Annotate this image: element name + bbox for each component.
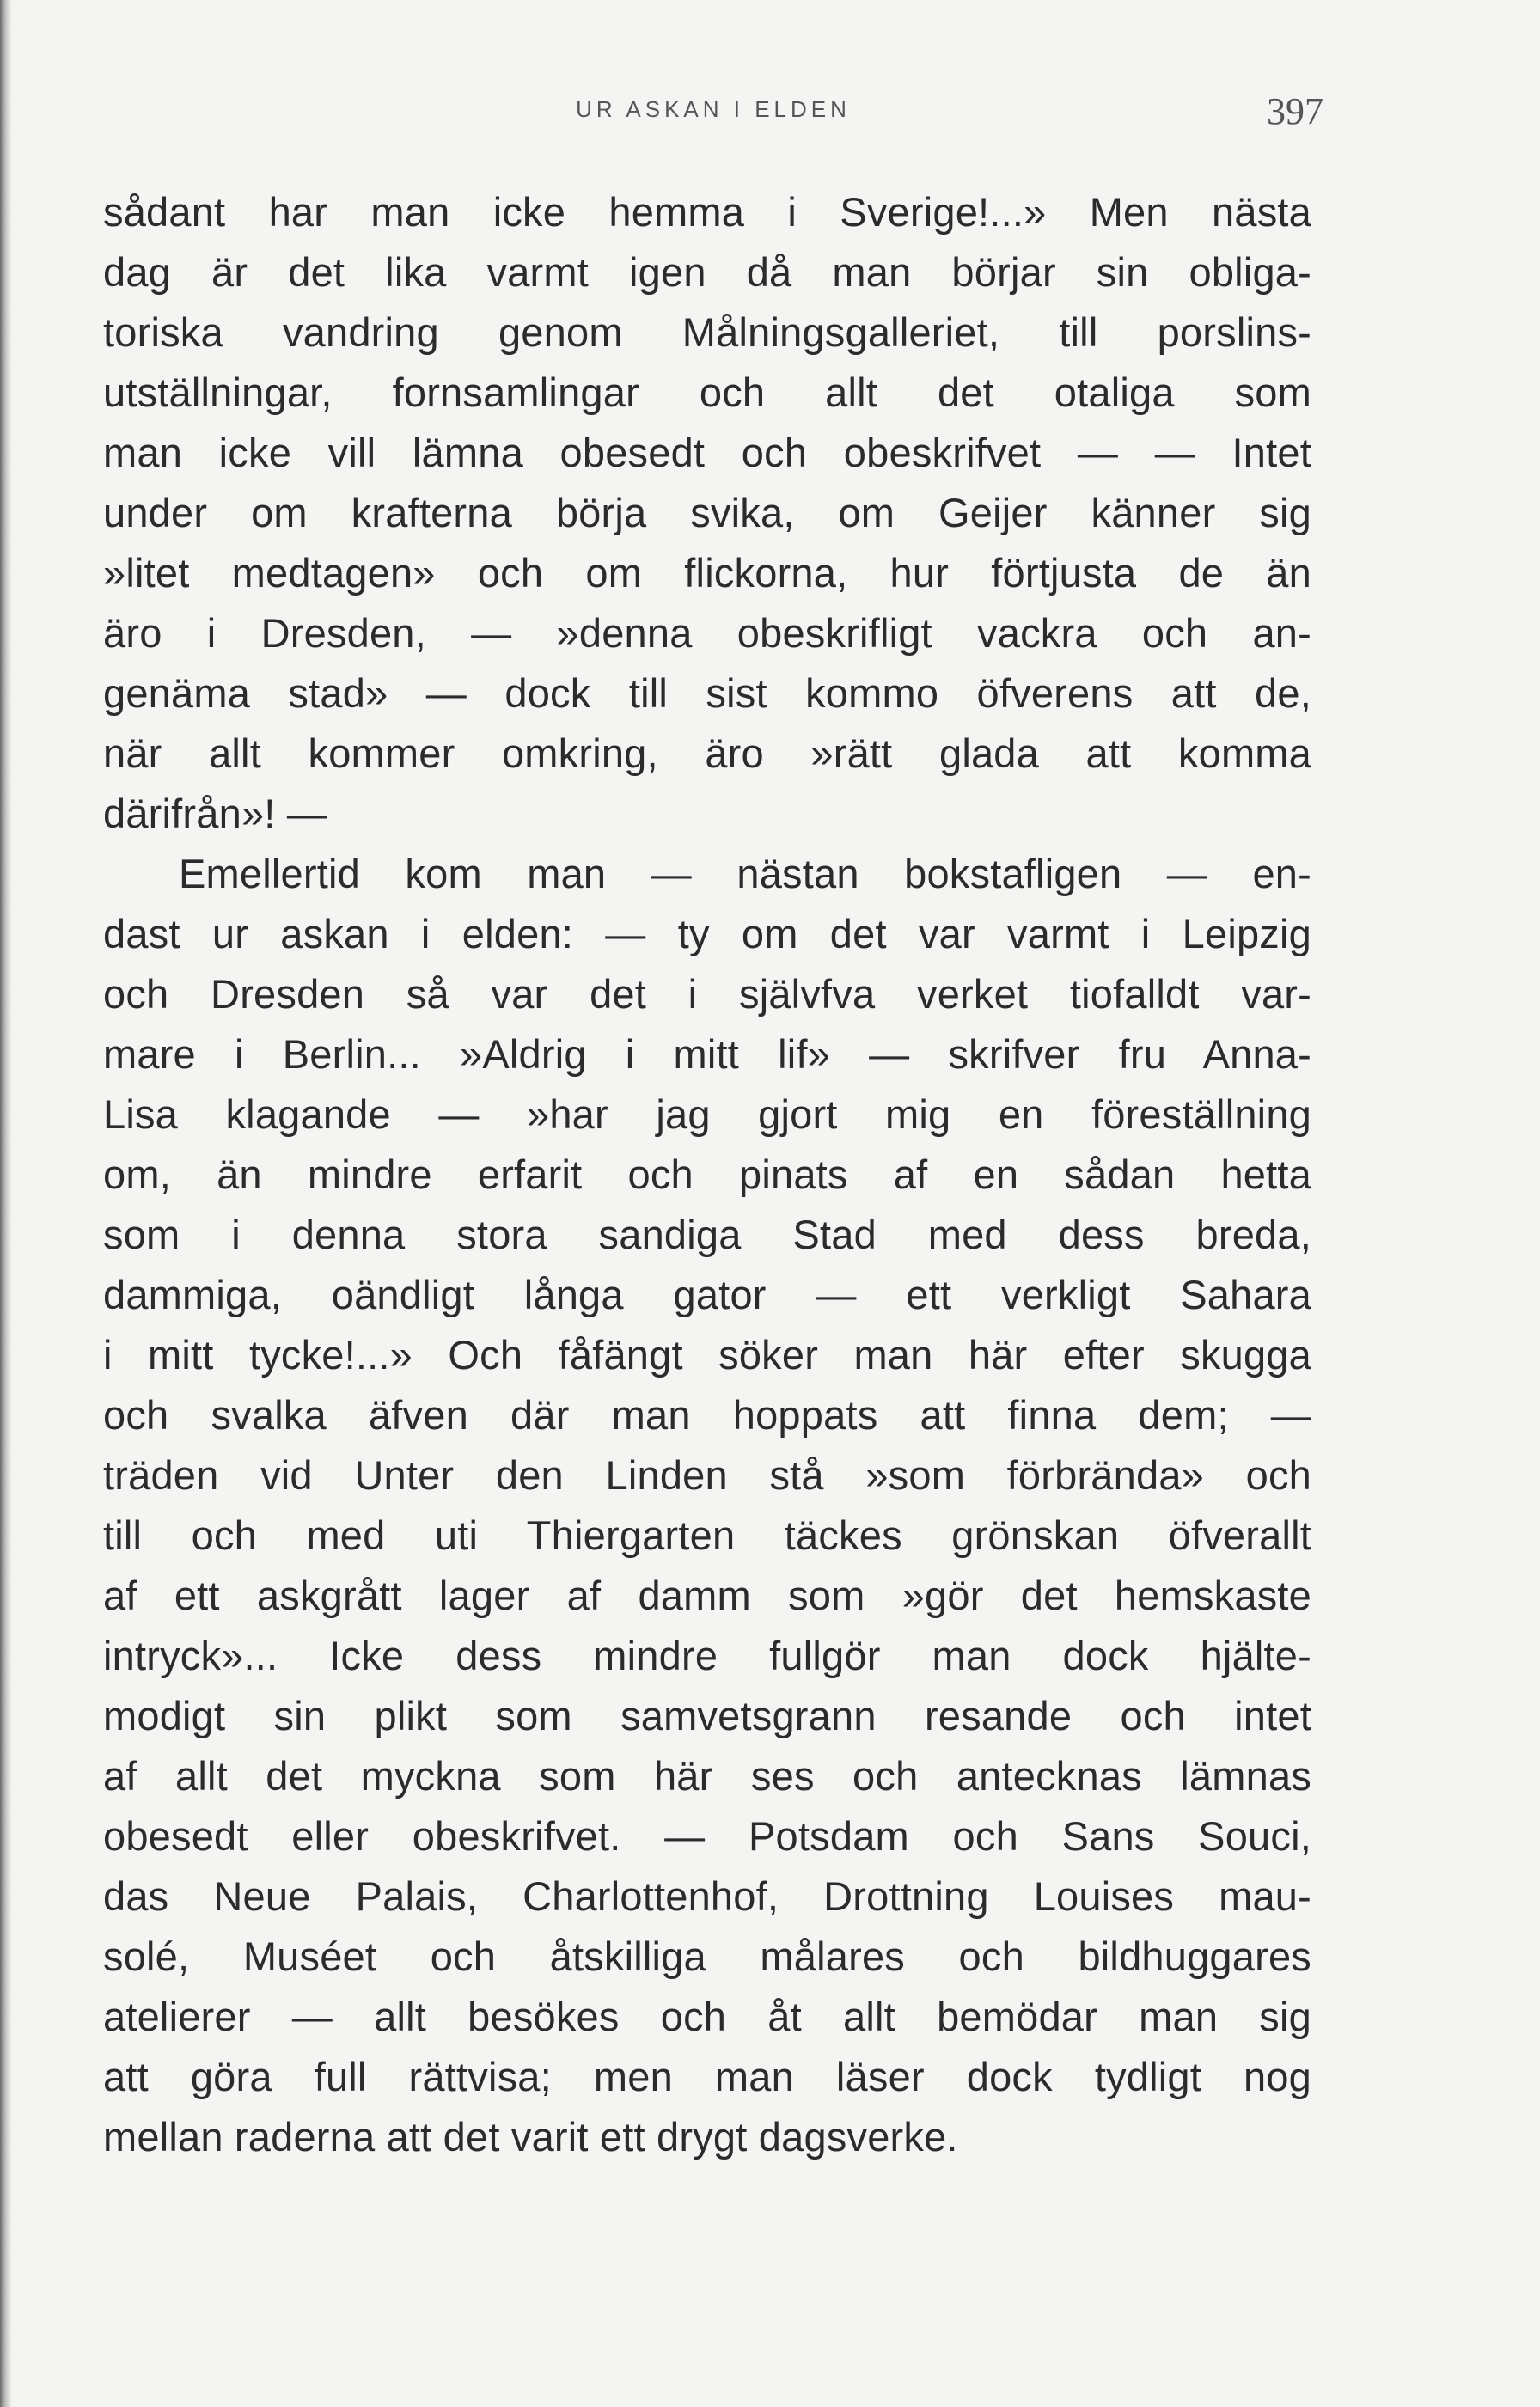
running-title: UR ASKAN I ELDEN <box>576 96 851 122</box>
page-number: 397 <box>1267 90 1323 132</box>
text-line: när allt kommer omkring, äro »rätt glada att komma <box>103 730 1311 776</box>
text-line: till och med uti Thiergarten täckes grönskan öfverallt <box>103 1512 1311 1558</box>
text-line: om, än mindre erfarit och pinats af en sådan hetta <box>103 1152 1311 1197</box>
text-line: solé, Muséet och åtskilliga målares och bildhuggares <box>103 1934 1311 1979</box>
text-line: äro i Dresden, — »denna obeskrifligt vackra och an- <box>103 610 1311 656</box>
text-line: utställningar, fornsamlingar och allt det otaliga som <box>103 370 1311 415</box>
body-text <box>103 182 1311 2167</box>
text-line: af ett askgrått lager af damm som »gör det hemskaste <box>103 1573 1311 1618</box>
text-line: träden vid Unter den Linden stå »som förbrända» och <box>103 1452 1311 1498</box>
text-line: och svalka äfven där man hoppats att finna dem; — <box>103 1392 1311 1438</box>
text-line: »litet medtagen» och om flickorna, hur förtjusta de än <box>103 550 1311 596</box>
text-line: obesedt eller obeskrifvet. — Potsdam och Sans Souci, <box>103 1813 1311 1859</box>
text-line: modigt sin plikt som samvetsgrann resande och intet <box>103 1693 1311 1738</box>
text-line: under om krafterna börja svika, om Geijer känner sig <box>103 490 1311 535</box>
page-binding-edge <box>0 0 12 2407</box>
text-line: intryck»... Icke dess mindre fullgör man dock hjälte- <box>103 1633 1311 1678</box>
paragraph-end-line: därifrån»! — <box>103 791 328 836</box>
text-line: och Dresden så var det i självfva verket tiofalldt var- <box>103 971 1311 1017</box>
text-line: dammiga, oändligt långa gator — ett verkligt Sahara <box>103 1272 1311 1317</box>
text-line: sådant har man icke hemma i Sverige!...» Men nästa <box>103 189 1311 235</box>
text-line: genäma stad» — dock till sist kommo öfverens att de, <box>103 670 1311 716</box>
text-line: som i denna stora sandiga Stad med dess breda, <box>103 1212 1311 1257</box>
text-line: das Neue Palais, Charlottenhof, Drottning Louises mau- <box>103 1873 1311 1919</box>
text-line: i mitt tycke!...» Och fåfängt söker man här efter skugga <box>103 1332 1311 1378</box>
text-line: dag är det lika varmt igen då man börjar sin obliga- <box>103 249 1311 295</box>
text-line: atelierer — allt besökes och åt allt bemödar man sig <box>103 1994 1311 2039</box>
text-line: toriska vandring genom Målningsgalleriet, till porslins- <box>103 309 1311 355</box>
paragraph-end-line: mellan raderna att det varit ett drygt dagsverke. <box>103 2114 958 2160</box>
paragraph-start-line: Emellertid kom man — nästan bokstafligen — en- <box>179 851 1311 896</box>
text-line: Lisa klagande — »har jag gjort mig en föreställning <box>103 1091 1311 1137</box>
text-line: att göra full rättvisa; men man läser dock tydligt nog <box>103 2054 1311 2099</box>
page-header <box>103 90 1323 148</box>
text-line: mare i Berlin... »Aldrig i mitt lif» — skrifver fru Anna- <box>103 1031 1311 1077</box>
text-line: man icke vill lämna obesedt och obeskrifvet — — Intet <box>103 430 1311 475</box>
text-line: dast ur askan i elden: — ty om det var varmt i Leipzig <box>103 911 1311 956</box>
text-line: af allt det myckna som här ses och antecknas lämnas <box>103 1753 1311 1799</box>
